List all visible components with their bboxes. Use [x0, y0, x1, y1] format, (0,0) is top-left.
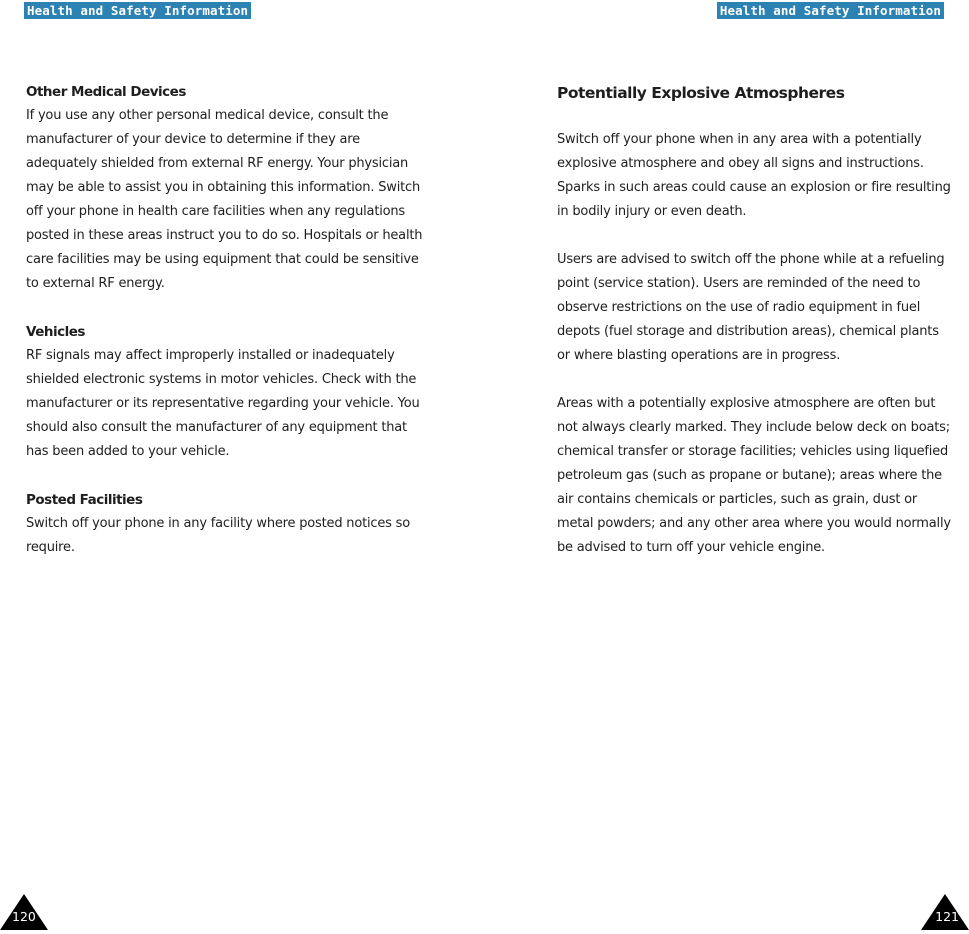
paragraph-refueling: Users are advised to switch off the phone while at a refueling point (service station). Users are reminded of the need to observe restrictions on the use of radio equipment in fuel depots (fuel storage and distribution areas), chemical plants or where blasting operations are in progress.: [557, 252, 945, 363]
left-page-content: [26, 80, 426, 560]
page-corner-right: [921, 892, 969, 930]
section-heading-other-medical-devices: Other Medical Devices: [26, 84, 186, 100]
section-heading-posted-facilities: Posted Facilities: [26, 492, 143, 508]
right-page-content: [557, 80, 955, 560]
section-heading-explosive-atmospheres: Potentially Explosive Atmospheres: [557, 84, 845, 102]
page-number-right: 121: [935, 909, 959, 924]
paragraph-switch-off: Switch off your phone when in any area with a potentially explosive atmosphere and obey all signs and instructions. Sparks in such areas could cause an explosion or fire resulting in bodily injury or even death.: [557, 132, 951, 219]
page-number-left: 120: [12, 909, 36, 924]
header-title-left: Health and Safety Information: [24, 2, 251, 19]
section-heading-vehicles: Vehicles: [26, 324, 85, 340]
header-title-right: Health and Safety Information: [717, 2, 944, 19]
section-body-vehicles: RF signals may affect improperly installed or inadequately shielded electronic systems in motor vehicles. Check with the manufacturer or its representative regarding your vehicle. You should also consult the manufacturer of any equipment that has been added to your vehicle.: [26, 348, 420, 459]
page-corner-left: [0, 892, 48, 930]
section-body-posted-facilities: Switch off your phone in any facility where posted notices so require.: [26, 516, 410, 555]
paragraph-marked-areas: Areas with a potentially explosive atmosphere are often but not always clearly marked. They include below deck on boats; chemical transfer or storage facilities; vehicles using liquefied petroleum gas (such as propane or butane); areas where the air contains chemicals or particles, such as grain, dust or metal powders; and any other area where you would normally be advised to turn off your vehicle engine.: [557, 396, 951, 555]
section-body-other-medical-devices: If you use any other personal medical device, consult the manufacturer of your device to determine if they are adequately shielded from external RF energy. Your physician may be able to assist you in obtaining this information. Switch off your phone in health care facilities when any regulations posted in these areas instruct you to do so. Hospitals or health care facilities may be using equipment that could be sensitive to external RF energy.: [26, 108, 423, 291]
